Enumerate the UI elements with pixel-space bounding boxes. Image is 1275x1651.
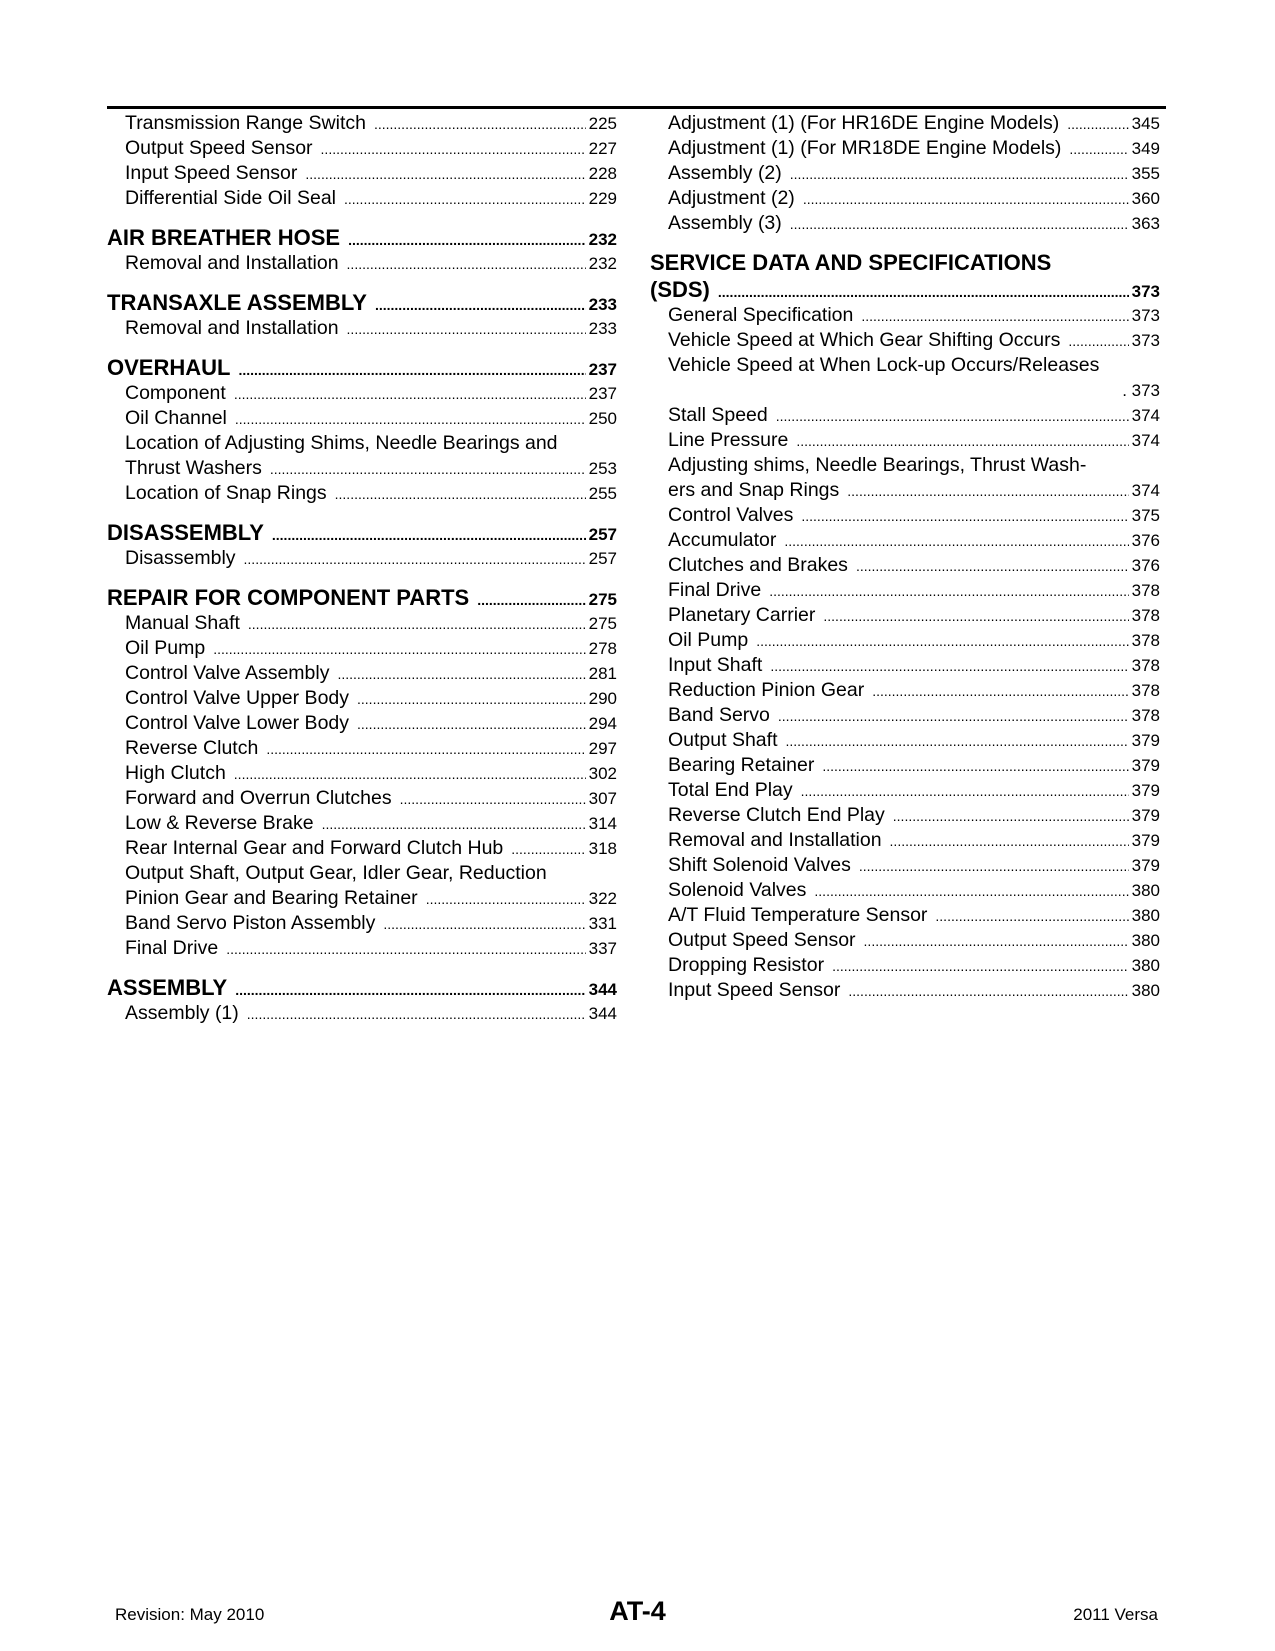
toc-entry-clutches-and-brakes[interactable]: Clutches and Brakes ..... 376 [650, 553, 1160, 578]
toc-entry-final-drive[interactable]: Final Drive ..... 337 [107, 936, 617, 961]
toc-entry-pinion-gear-and-bearing-retainer[interactable]: Pinion Gear and Bearing Retainer ..... 322 [107, 886, 617, 911]
toc-entry-output-shaft[interactable]: Output Shaft ..... 379 [650, 728, 1160, 753]
footer-revision: Revision: May 2010 [115, 1605, 265, 1624]
footer-model: 2011 Versa [1073, 1605, 1158, 1624]
toc-entry-reduction-pinion-gear[interactable]: Reduction Pinion Gear ..... 378 [650, 678, 1160, 703]
toc-entry-control-valve-upper-body[interactable]: Control Valve Upper Body ..... 290 [107, 686, 617, 711]
toc-entry-forward-and-overrun-clutches[interactable]: Forward and Overrun Clutches ..... 307 [107, 786, 617, 811]
toc-section-sds[interactable]: (SDS) ..... 373 [650, 276, 1160, 303]
toc-entry-vehicle-speed-lock-up-line1[interactable]: Vehicle Speed at When Lock-up Occurs/Releases [668, 354, 1100, 376]
toc-entry-disassembly[interactable]: Disassembly ..... 257 [107, 546, 617, 571]
toc-section-overhaul[interactable]: OVERHAUL ..... 237 [107, 354, 617, 381]
toc-entry-removal-and-installation[interactable]: Removal and Installation ..... 233 [107, 316, 617, 341]
toc-entry-location-of-shims-line1[interactable]: Location of Adjusting Shims, Needle Bearings and [125, 432, 558, 454]
toc-entry-low-and-reverse-brake[interactable]: Low & Reverse Brake ..... 314 [107, 811, 617, 836]
top-rule [107, 106, 1166, 109]
toc-entry-general-specification[interactable]: General Specification ..... 373 [650, 303, 1160, 328]
toc-entry-component[interactable]: Component ..... 237 [107, 381, 617, 406]
toc-entry-control-valve-assembly[interactable]: Control Valve Assembly ..... 281 [107, 661, 617, 686]
toc-entry-final-drive[interactable]: Final Drive ..... 378 [650, 578, 1160, 603]
toc-entry-stall-speed[interactable]: Stall Speed ..... 374 [650, 403, 1160, 428]
toc-entry-input-speed-sensor[interactable]: Input Speed Sensor ..... 228 [107, 161, 617, 186]
toc-entry-rear-internal-gear[interactable]: Rear Internal Gear and Forward Clutch Hub ..... 318 [107, 836, 617, 861]
toc-entry-oil-channel[interactable]: Oil Channel ..... 250 [107, 406, 617, 431]
toc-entry-accumulator[interactable]: Accumulator ..... 376 [650, 528, 1160, 553]
toc-entry-oil-pump[interactable]: Oil Pump ..... 378 [650, 628, 1160, 653]
toc-section-sds-line1[interactable]: SERVICE DATA AND SPECIFICATIONS [650, 250, 1052, 275]
toc-entry-control-valve-lower-body[interactable]: Control Valve Lower Body ..... 294 [107, 711, 617, 736]
toc-entry-band-servo-piston-assembly[interactable]: Band Servo Piston Assembly ..... 331 [107, 911, 617, 936]
toc-entry-high-clutch[interactable]: High Clutch ..... 302 [107, 761, 617, 786]
toc-entry-adjustment-2[interactable]: Adjustment (2) ..... 360 [650, 186, 1160, 211]
toc-entry-reverse-clutch[interactable]: Reverse Clutch ..... 297 [107, 736, 617, 761]
toc-entry-bearing-retainer[interactable]: Bearing Retainer ..... 379 [650, 753, 1160, 778]
toc-entry-output-speed-sensor[interactable]: Output Speed Sensor ..... 227 [107, 136, 617, 161]
toc-entry-location-of-snap-rings[interactable]: Location of Snap Rings ..... 255 [107, 481, 617, 506]
toc-entry-adjustment-hr16de[interactable]: Adjustment (1) (For HR16DE Engine Models) ..... 345 [650, 111, 1160, 136]
toc-entry-removal-and-installation[interactable]: Removal and Installation ..... 232 [107, 251, 617, 276]
toc-section-repair-for-component-parts[interactable]: REPAIR FOR COMPONENT PARTS ..... 275 [107, 584, 617, 611]
toc-section-assembly[interactable]: ASSEMBLY ..... 344 [107, 974, 617, 1001]
toc-entry-dropping-resistor[interactable]: Dropping Resistor ..... 380 [650, 953, 1160, 978]
toc-entry-planetary-carrier[interactable]: Planetary Carrier ..... 378 [650, 603, 1160, 628]
toc-entry-assembly-1[interactable]: Assembly (1) ..... 344 [107, 1001, 617, 1026]
toc-entry-assembly-2[interactable]: Assembly (2) ..... 355 [650, 161, 1160, 186]
toc-section-disassembly[interactable]: DISASSEMBLY ..... 257 [107, 519, 617, 546]
toc-right-column [650, 111, 1160, 1003]
toc-entry-input-shaft[interactable]: Input Shaft ..... 378 [650, 653, 1160, 678]
toc-entry-removal-and-installation[interactable]: Removal and Installation ..... 379 [650, 828, 1160, 853]
toc-entry-snap-rings[interactable]: ers and Snap Rings ..... 374 [650, 478, 1160, 503]
toc-entry-transmission-range-switch[interactable]: Transmission Range Switch ..... 225 [107, 111, 617, 136]
toc-entry-output-speed-sensor[interactable]: Output Speed Sensor ..... 380 [650, 928, 1160, 953]
toc-entry-thrust-washers[interactable]: Thrust Washers ..... 253 [107, 456, 617, 481]
toc-entry-shift-solenoid-valves[interactable]: Shift Solenoid Valves ..... 379 [650, 853, 1160, 878]
toc-entry-line-pressure[interactable]: Line Pressure ..... 374 [650, 428, 1160, 453]
toc-entry-vehicle-speed-lock-up-page: . 373 [1122, 381, 1160, 400]
toc-entry-output-shaft-gear-line1[interactable]: Output Shaft, Output Gear, Idler Gear, Reduction [125, 862, 547, 884]
toc-entry-adjusting-shims-line1[interactable]: Adjusting shims, Needle Bearings, Thrust Wash- [668, 454, 1087, 476]
toc-entry-control-valves[interactable]: Control Valves ..... 375 [650, 503, 1160, 528]
footer-page-id: AT-4 [609, 1596, 666, 1626]
toc-entry-manual-shaft[interactable]: Manual Shaft ..... 275 [107, 611, 617, 636]
toc-entry-reverse-clutch-end-play[interactable]: Reverse Clutch End Play ..... 379 [650, 803, 1160, 828]
toc-entry-assembly-3[interactable]: Assembly (3) ..... 363 [650, 211, 1160, 236]
toc-entry-total-end-play[interactable]: Total End Play ..... 379 [650, 778, 1160, 803]
toc-entry-band-servo[interactable]: Band Servo ..... 378 [650, 703, 1160, 728]
toc-entry-vehicle-speed-gear-shifting[interactable]: Vehicle Speed at Which Gear Shifting Occurs ..... 373 [650, 328, 1160, 353]
toc-left-column [107, 111, 617, 1026]
toc-entry-at-fluid-temperature-sensor[interactable]: A/T Fluid Temperature Sensor ..... 380 [650, 903, 1160, 928]
toc-entry-input-speed-sensor[interactable]: Input Speed Sensor ..... 380 [650, 978, 1160, 1003]
toc-section-air-breather-hose[interactable]: AIR BREATHER HOSE ..... 232 [107, 224, 617, 251]
toc-entry-solenoid-valves[interactable]: Solenoid Valves ..... 380 [650, 878, 1160, 903]
toc-section-transaxle-assembly[interactable]: TRANSAXLE ASSEMBLY ..... 233 [107, 289, 617, 316]
toc-entry-differential-side-oil-seal[interactable]: Differential Side Oil Seal ..... 229 [107, 186, 617, 211]
toc-entry-oil-pump[interactable]: Oil Pump ..... 278 [107, 636, 617, 661]
toc-entry-adjustment-mr18de[interactable]: Adjustment (1) (For MR18DE Engine Models) ..... 349 [650, 136, 1160, 161]
